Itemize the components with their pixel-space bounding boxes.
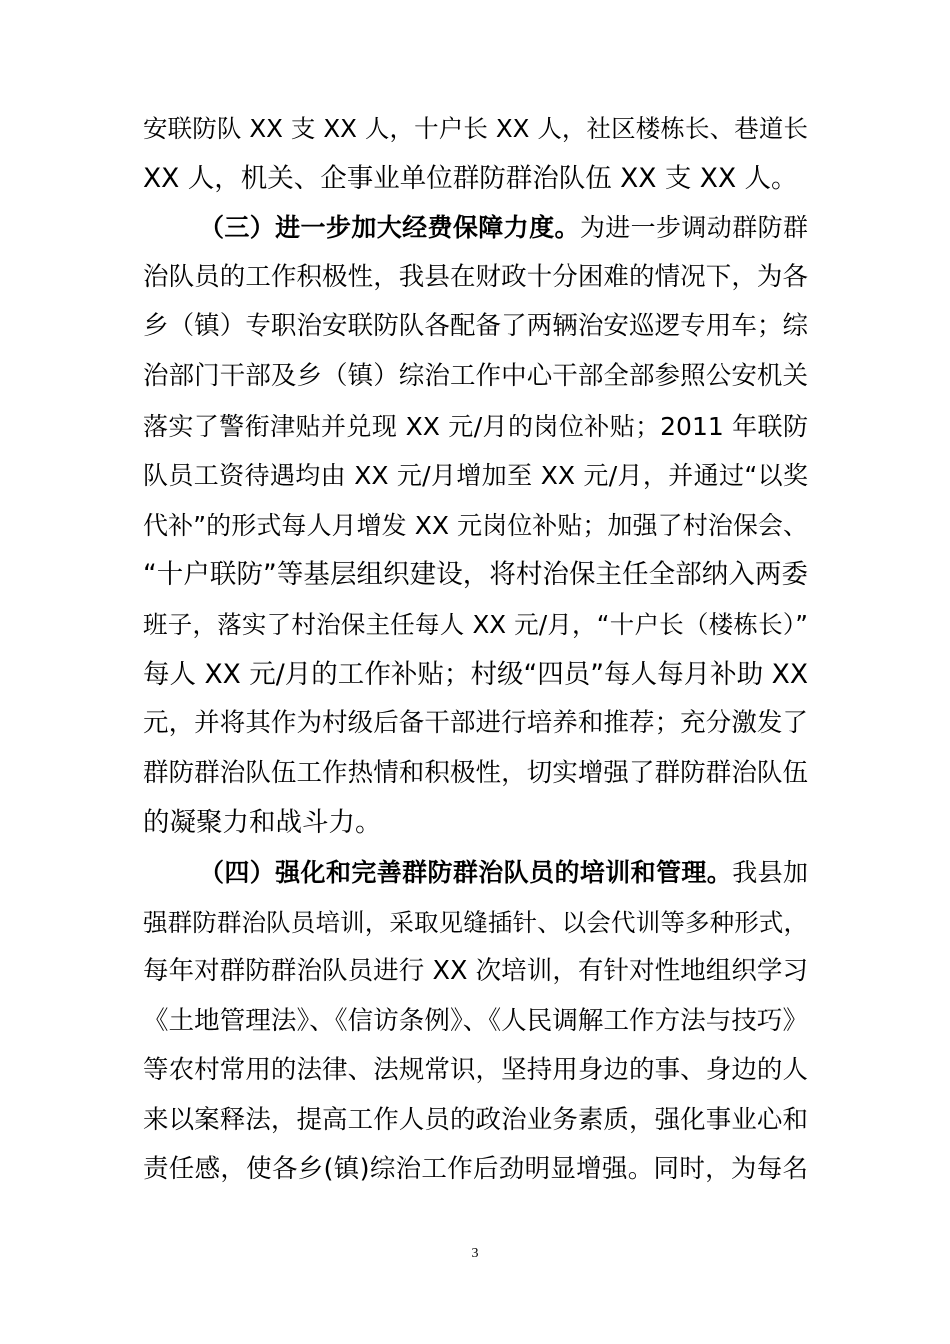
text-line (143, 749, 808, 799)
text-line (143, 798, 808, 848)
text-line (143, 104, 808, 154)
text-line (143, 501, 808, 551)
line-text: 来以案释法，提高工作人员的政治业务素质，强化事业心和 (143, 1104, 808, 1135)
line-text: 《土地管理法》、《信访条例》、《人民调解工作方法与技巧》 (143, 1005, 808, 1036)
document-body (143, 104, 808, 1195)
line-text: 群防群治队伍工作热情和积极性，切实增强了群防群治队伍 (143, 757, 808, 788)
text-line (143, 699, 808, 749)
line-text: XX 人，机关、企事业单位群防群治队伍 XX 支 XX 人。 (143, 162, 798, 194)
line-text: 代补”的形式每人月增发 XX 元岗位补贴；加强了村治保会、 (143, 510, 808, 540)
text-line (143, 451, 808, 501)
line-text: “十户联防”等基层组织建设，将村治保主任全部纳入两委 (143, 559, 808, 591)
section-heading-line (143, 848, 808, 898)
line-text: 班子，落实了村治保主任每人 XX 元/月，“十户长（楼栋长）” (143, 609, 808, 639)
line-text: 落实了警衔津贴并兑现 XX 元/月的岗位补贴；2011 年联防 (143, 411, 808, 441)
line-text: 每年对群防群治队员进行 XX 次培训，有针对性地组织学习 (143, 956, 808, 987)
line-text: 的凝聚力和战斗力。 (143, 807, 382, 839)
line-text: 每人 XX 元/月的工作补贴；村级“四员”每人每月补助 XX (143, 658, 808, 690)
text-line (143, 600, 808, 650)
line-text: 乡（镇）专职治安联防队各配备了两辆治安巡逻专用车；综 (143, 311, 808, 342)
text-line (143, 154, 808, 204)
text-line (143, 550, 808, 600)
line-text: 等农村常用的法律、法规常识，坚持用身边的事、身边的人 (143, 1055, 808, 1086)
text-line (143, 997, 808, 1047)
section-heading: （三）进一步加大经费保障力度。 (199, 213, 580, 243)
section-heading-line (143, 203, 808, 253)
text-line (143, 898, 808, 948)
page-number: 3 (471, 1246, 479, 1261)
text-line (143, 302, 808, 352)
line-text: 治部门干部及乡（镇）综治工作中心干部全部参照公安机关 (143, 360, 808, 391)
text-line (143, 402, 808, 452)
text-line (143, 253, 808, 303)
text-line (143, 1145, 808, 1195)
text-line (143, 650, 808, 700)
line-text: 治队员的工作积极性，我县在财政十分困难的情况下，为各 (143, 261, 808, 292)
text-line (143, 947, 808, 997)
line-text: 为进一步调动群防群 (579, 213, 808, 243)
text-line (143, 352, 808, 402)
line-text: 队员工资待遇均由 XX 元/月增加至 XX 元/月，并通过“以奖 (143, 461, 808, 491)
text-line (143, 1046, 808, 1096)
text-line (143, 1096, 808, 1146)
section-heading: （四）强化和完善群防群治队员的培训和管理。 (199, 857, 733, 887)
line-text: 强群防群治队员培训，采取见缝插针、以会代训等多种形式， (143, 907, 808, 937)
line-text: 安联防队 XX 支 XX 人，十户长 XX 人，社区楼栋长、巷道长 (143, 114, 808, 143)
line-text: 元，并将其作为村级后备干部进行培养和推荐；充分激发了 (143, 708, 808, 739)
line-text: 我县加 (732, 857, 808, 887)
line-text: 责任感，使各乡(镇)综治工作后劲明显增强。同时，为每名 (143, 1154, 808, 1185)
